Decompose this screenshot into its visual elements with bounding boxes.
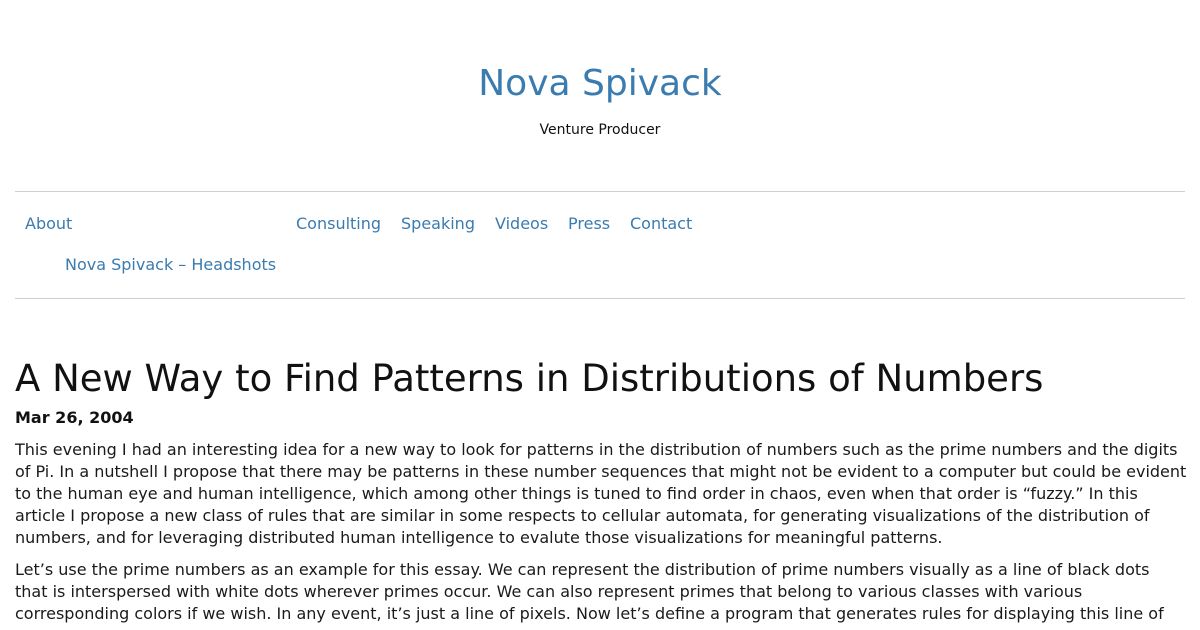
nav-item-about[interactable]: About (25, 214, 73, 233)
article-title: A New Way to Find Patterns in Distributions of Numbers (15, 357, 1044, 400)
nav-item-contact[interactable]: Contact (630, 214, 693, 233)
nav-item-speaking[interactable]: Speaking (401, 214, 475, 233)
nav-top-divider (15, 191, 1185, 192)
site-tagline: Venture Producer (539, 122, 661, 138)
article-paragraph: Let’s use the prime numbers as an example for this essay. We can represent the distribution of prime numbers visually as a line of black dots that is interspersed with white dots wherever primes occur. We can also represent primes that belong to various classes with various corresponding colors if we wish. In any event, it’s just a line of pixels. Now let’s define a program that generates rules for displaying this line of (15, 560, 1164, 623)
article-date: Mar 26, 2004 (15, 408, 134, 427)
nav-item-consulting[interactable]: Consulting (296, 214, 382, 233)
site-title-link[interactable]: Nova Spivack (478, 63, 722, 104)
nav-bottom-divider (15, 298, 1185, 299)
nav-subitem-headshots[interactable]: Nova Spivack – Headshots (65, 255, 277, 274)
nav-item-press[interactable]: Press (568, 214, 611, 233)
nav-item-videos[interactable]: Videos (495, 214, 549, 233)
article-paragraph: This evening I had an interesting idea for a new way to look for patterns in the distribution of numbers such as the prime numbers and the digits of Pi. In a nutshell I propose that there may be patterns in these number sequences that might not be evident to a computer but could be evident to the human eye and human intelligence, which among other things is tuned to find order in chaos, even when that order is “fuzzy.” In this article I propose a new class of rules that are similar in some respects to cellular automata, for generating visualizations of the distribution of numbers, and for leveraging distributed human intelligence to evalute those visualizations for meaningful patterns. (15, 440, 1187, 547)
